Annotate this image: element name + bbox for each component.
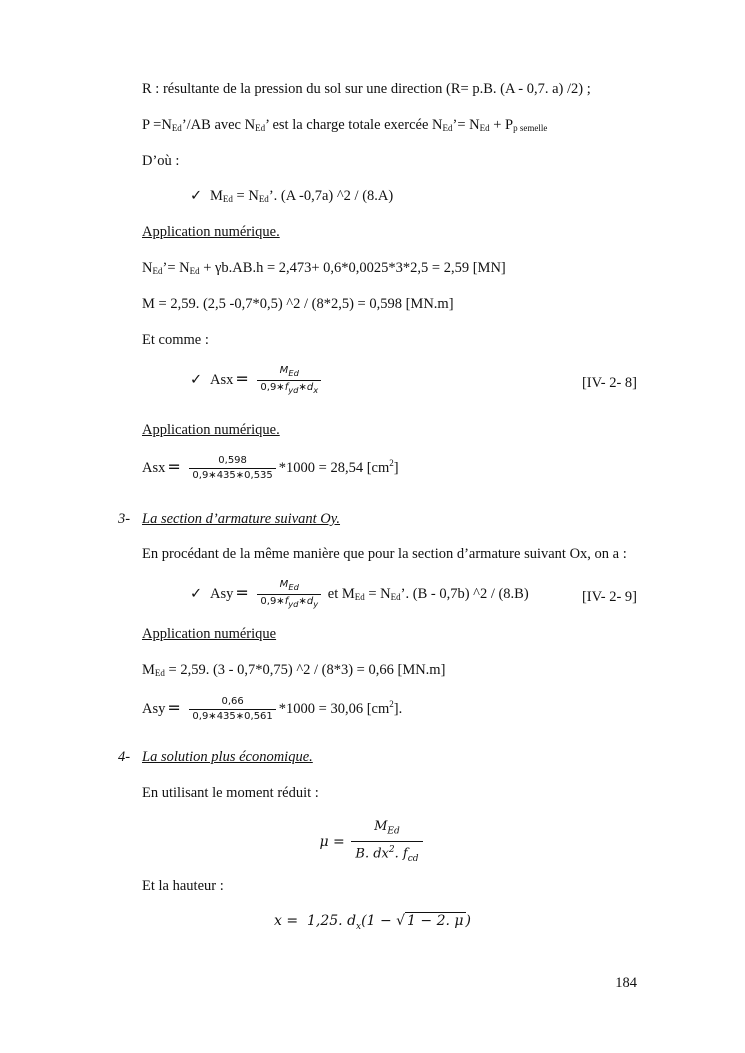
moment-calculation: M = 2,59. (2,5 -0,7*0,5) ^2 / (8*2,5) = 0,598 [MN.m] (142, 296, 454, 312)
section-3-title: La section d’armature suivant Oy. (142, 511, 341, 527)
checkmark-icon: ✓ (190, 371, 203, 388)
asx-formula: ✓ Asx = $\frac{M_{Ed}}{0,9∗f_{yd}∗d_x}$ (190, 364, 324, 397)
application-heading-2: Application numérique. (142, 422, 280, 438)
equation-reference-9: [IV- 2- 9] (581, 589, 637, 605)
asx-numeric: Asx = $\frac{0,598}{0,9∗435∗0,535}$ *1000 = 28,54 $[cm^2]$ (142, 455, 399, 482)
section-3-number: 3- (118, 511, 131, 527)
p-definition: $P =N_{Ed}’/AB$ avec $N_{Ed}$’ est la charge totale exercée $N_{Ed}’= N_{Ed} + P_{p semelle}$ (142, 117, 548, 133)
page-number: 184 (615, 975, 637, 991)
application-heading-3: Application numérique (142, 626, 277, 642)
et-comme-label: Et comme : (142, 332, 209, 348)
asy-formula: ✓ Asy = $\frac{M_{Ed}}{0,9∗f_{yd}∗d_y}$ et $M_{Ed} = N_{Ed}$’. (B - 0,7b) ^2 / (8.B) (190, 579, 529, 609)
checkmark-icon: ✓ (190, 188, 203, 204)
equation-reference-8: [IV- 2- 8] (581, 375, 637, 391)
moment-reduit-text: En utilisant le moment réduit : (142, 785, 319, 801)
med2-calculation: $M_{Ed} = 2,59$. (3 - 0,7*0,75) ^2 / (8*3) = 0,66 [MN.m] (142, 662, 446, 678)
x-formula: x = 1,25. $d_x(1$ − √ 1 − 2. μ ) (274, 913, 471, 932)
med-formula: ✓ $M_{Ed} = N_{Ed}$’. (A -0,7a) ^2 / (8.A) (190, 188, 394, 204)
ned-calculation: $N_{Ed}’= N_{Ed} + \gamma b.AB.h = 2,473+ 0,6*0,0025*3*2,5 = 2,59$ [MN] (142, 260, 506, 276)
resultant-definition: R : résultante de la pression du sol sur une direction (R= p.B. (A - 0,7. a) /2) ; (142, 81, 591, 97)
procedant-text: En procédant de la même manière que pour la section d’armature suivant Ox, on a : (142, 546, 627, 562)
mu-formula: μ = $M_{Ed}$ B. $dx^2$. $f_{cd}$ (0, 818, 745, 868)
section-4-title: La solution plus économique. (142, 749, 313, 765)
asy-numeric: Asy = $\frac{0,66}{0,9∗435∗0,561}$ *1000 = 30,06 $[cm^2]$. (142, 696, 403, 723)
hauteur-text: Et la hauteur : (142, 878, 224, 894)
checkmark-icon: ✓ (190, 585, 203, 602)
section-4-number: 4- (118, 749, 131, 765)
application-heading-1: Application numérique. (142, 224, 280, 240)
dou-label: D’où : (142, 153, 180, 169)
